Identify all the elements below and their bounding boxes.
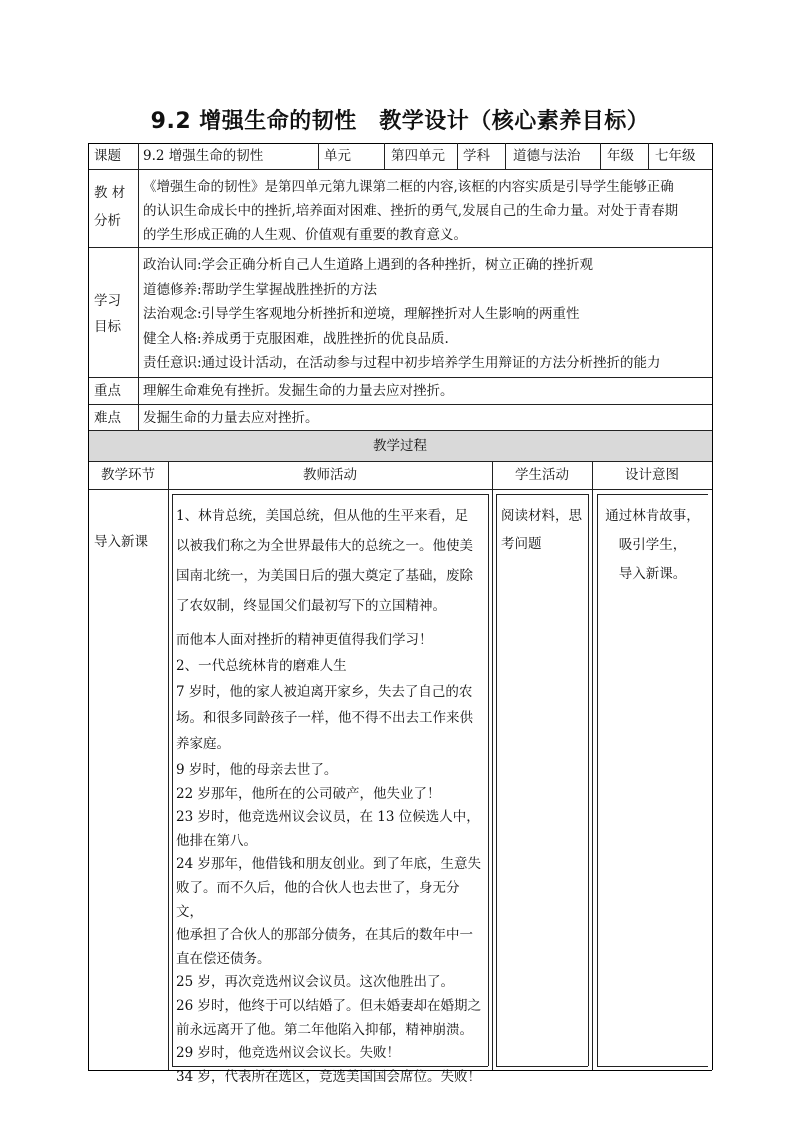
analysis-line: 的认识生命成长中的挫折,培养面对困难、挫折的勇气,发展自己的生命力量。对处于青春期 [143, 203, 679, 219]
teacher-line: 22 岁那年，他所在的公司破产，他失业了！ [176, 785, 441, 802]
teacher-line: 9 岁时，他的母亲去世了。 [176, 762, 338, 778]
grade-value: 七年级 [655, 148, 696, 164]
teacher-line: 败了。而不久后，他的合伙人也去世了，身无分文， [176, 879, 460, 920]
student-activity-line: 阅读材料，思 [501, 508, 582, 524]
unit-label: 单元 [324, 148, 351, 164]
document-title: 9.2 增强生命的韧性 教学设计（核心素养目标） [150, 109, 650, 134]
column-header-student: 学生活动 [515, 467, 569, 483]
topic-label: 课题 [94, 148, 121, 164]
teacher-line: 前永远离开了他。第二年他陷入抑郁，精神崩溃。 [176, 1021, 473, 1038]
col-line-inner [172, 494, 173, 1066]
row-line-inner [496, 494, 588, 495]
col-line-inner [588, 494, 589, 1066]
row-line-inner [597, 494, 708, 495]
teacher-line: 34 岁，代表所在选区，竞选美国国会席位。失败！ [176, 1068, 481, 1085]
teacher-line: 29 岁时，他竞选州议会议长。失败！ [176, 1045, 400, 1062]
subject-label: 学科 [463, 148, 490, 164]
student-activity-line: 考问题 [501, 536, 542, 552]
objective-item: 道德修养:帮助学生掌握战胜挫折的方法 [143, 281, 378, 298]
col-line [592, 461, 593, 1070]
col-line [138, 143, 139, 430]
teacher-line: 以被我们称之为全世界最伟大的总统之一。他使美 [176, 538, 473, 554]
stage-name: 导入新课 [94, 534, 148, 550]
analysis-line: 《增强生命的韧性》是第四单元第九课第二框的内容,该框的内容实质是引导学生能够正确 [143, 179, 674, 195]
teacher-line: 24 岁那年，他借钱和朋友创业。到了年底，生意失 [176, 856, 481, 873]
row-line [88, 169, 712, 170]
difficulty-value: 发掘生命的力量去应对挫折。 [143, 410, 319, 426]
col-line [505, 143, 506, 169]
teacher-line: 1、林肯总统，美国总统，但从他的生平来看，足 [176, 508, 469, 524]
student-activity [501, 502, 587, 558]
design-intent [597, 502, 708, 589]
objective-item: 法治观念:引导学生客观地分析挫折和逆境，理解挫折对人生影响的两重性 [143, 306, 580, 322]
objective-item: 健全人格:养成勇于克服困难，战胜挫折的优良品质. [143, 330, 449, 347]
key-point-value: 理解生命难免有挫折。发掘生命的力量去应对挫折。 [143, 383, 454, 399]
teacher-activity-block1 [176, 501, 486, 621]
col-line [492, 461, 493, 1070]
teacher-activity-block3 [176, 759, 486, 1089]
row-line [88, 377, 712, 378]
design-intent-line: 通过林肯故事， [605, 508, 700, 524]
analysis-label-line1: 教 材 [94, 185, 126, 201]
teacher-line: 养家庭。 [176, 736, 230, 752]
col-line-inner [488, 494, 489, 1066]
col-line [457, 143, 458, 169]
col-line [648, 143, 649, 169]
design-intent-line: 吸引学生， [618, 537, 687, 553]
teacher-line: 直在偿还债务。 [176, 950, 271, 967]
unit-value: 第四单元 [391, 148, 445, 164]
col-line [318, 143, 319, 169]
column-header-stage: 教学环节 [101, 467, 155, 483]
topic-value: 9.2 增强生命的韧性 [143, 148, 264, 164]
objectives-list [143, 253, 709, 376]
row-line [88, 247, 712, 248]
objectives-label-line2: 目标 [94, 319, 121, 335]
column-header-intent: 设计意图 [625, 467, 679, 483]
teacher-line: 25 岁，再次竞选州议会议员。这次他胜出了。 [176, 974, 454, 991]
row-line-inner [597, 1066, 708, 1067]
teacher-line: 23 岁时，他竞选州议会议员，在 13 位候选人中， [176, 809, 480, 826]
col-line-inner [496, 494, 497, 1066]
row-line [88, 461, 712, 462]
objective-item: 责任意识:通过设计活动，在活动参与过程中初步培养学生用辩证的方法分析挫折的能力 [143, 355, 661, 371]
design-intent-line: 导入新课。 [618, 566, 687, 582]
process-title: 教学过程 [373, 438, 427, 454]
analysis-label [94, 179, 134, 235]
table-border-top [88, 143, 712, 144]
teacher-line: 而他本人面对挫折的精神更值得我们学习！ [176, 632, 433, 648]
col-line [384, 143, 385, 169]
row-line [88, 404, 712, 405]
teacher-line: 他排在第八。 [176, 832, 257, 849]
row-line-inner [496, 1066, 588, 1067]
teacher-line: 2、一代总统林肯的磨难人生 [176, 658, 347, 674]
analysis-line: 的学生形成正确的人生观、价值观有重要的教育意义。 [143, 227, 467, 243]
table-border-left [88, 143, 89, 1070]
subject-value: 道德与法治 [513, 148, 581, 164]
teacher-line: 7 岁时，他的家人被迫离开家乡，失去了自己的农 [176, 684, 473, 700]
analysis-text [143, 175, 709, 247]
key-point-label: 重点 [94, 383, 121, 399]
col-line [168, 461, 169, 1070]
column-header-teacher: 教师活动 [303, 467, 357, 483]
objectives-label-line1: 学习 [94, 293, 121, 309]
difficulty-label: 难点 [94, 410, 121, 426]
row-line [88, 489, 712, 490]
table-border-right [712, 143, 713, 1070]
teacher-activity-block2 [176, 627, 486, 757]
col-line [600, 143, 601, 169]
row-line-inner [172, 494, 488, 495]
teacher-line: 国南北统一，为美国日后的强大奠定了基础，废除 [176, 568, 473, 584]
teacher-line: 了农奴制，终显国父们最初写下的立国精神。 [176, 598, 446, 614]
teacher-line: 他承担了合伙人的那部分债务，在其后的数年中一 [176, 927, 473, 944]
teacher-line: 26 岁时，他终于可以结婚了。但未婚妻却在婚期之 [176, 997, 481, 1014]
teacher-line: 场。和很多同龄孩子一样，他不得不出去工作来供 [176, 710, 473, 726]
analysis-label-line2: 分析 [94, 213, 121, 229]
objective-item: 政治认同:学会正确分析自己人生道路上遇到的各种挫折，树立正确的挫折观 [143, 257, 594, 273]
grade-label: 年级 [607, 148, 634, 164]
objectives-label [94, 288, 134, 340]
